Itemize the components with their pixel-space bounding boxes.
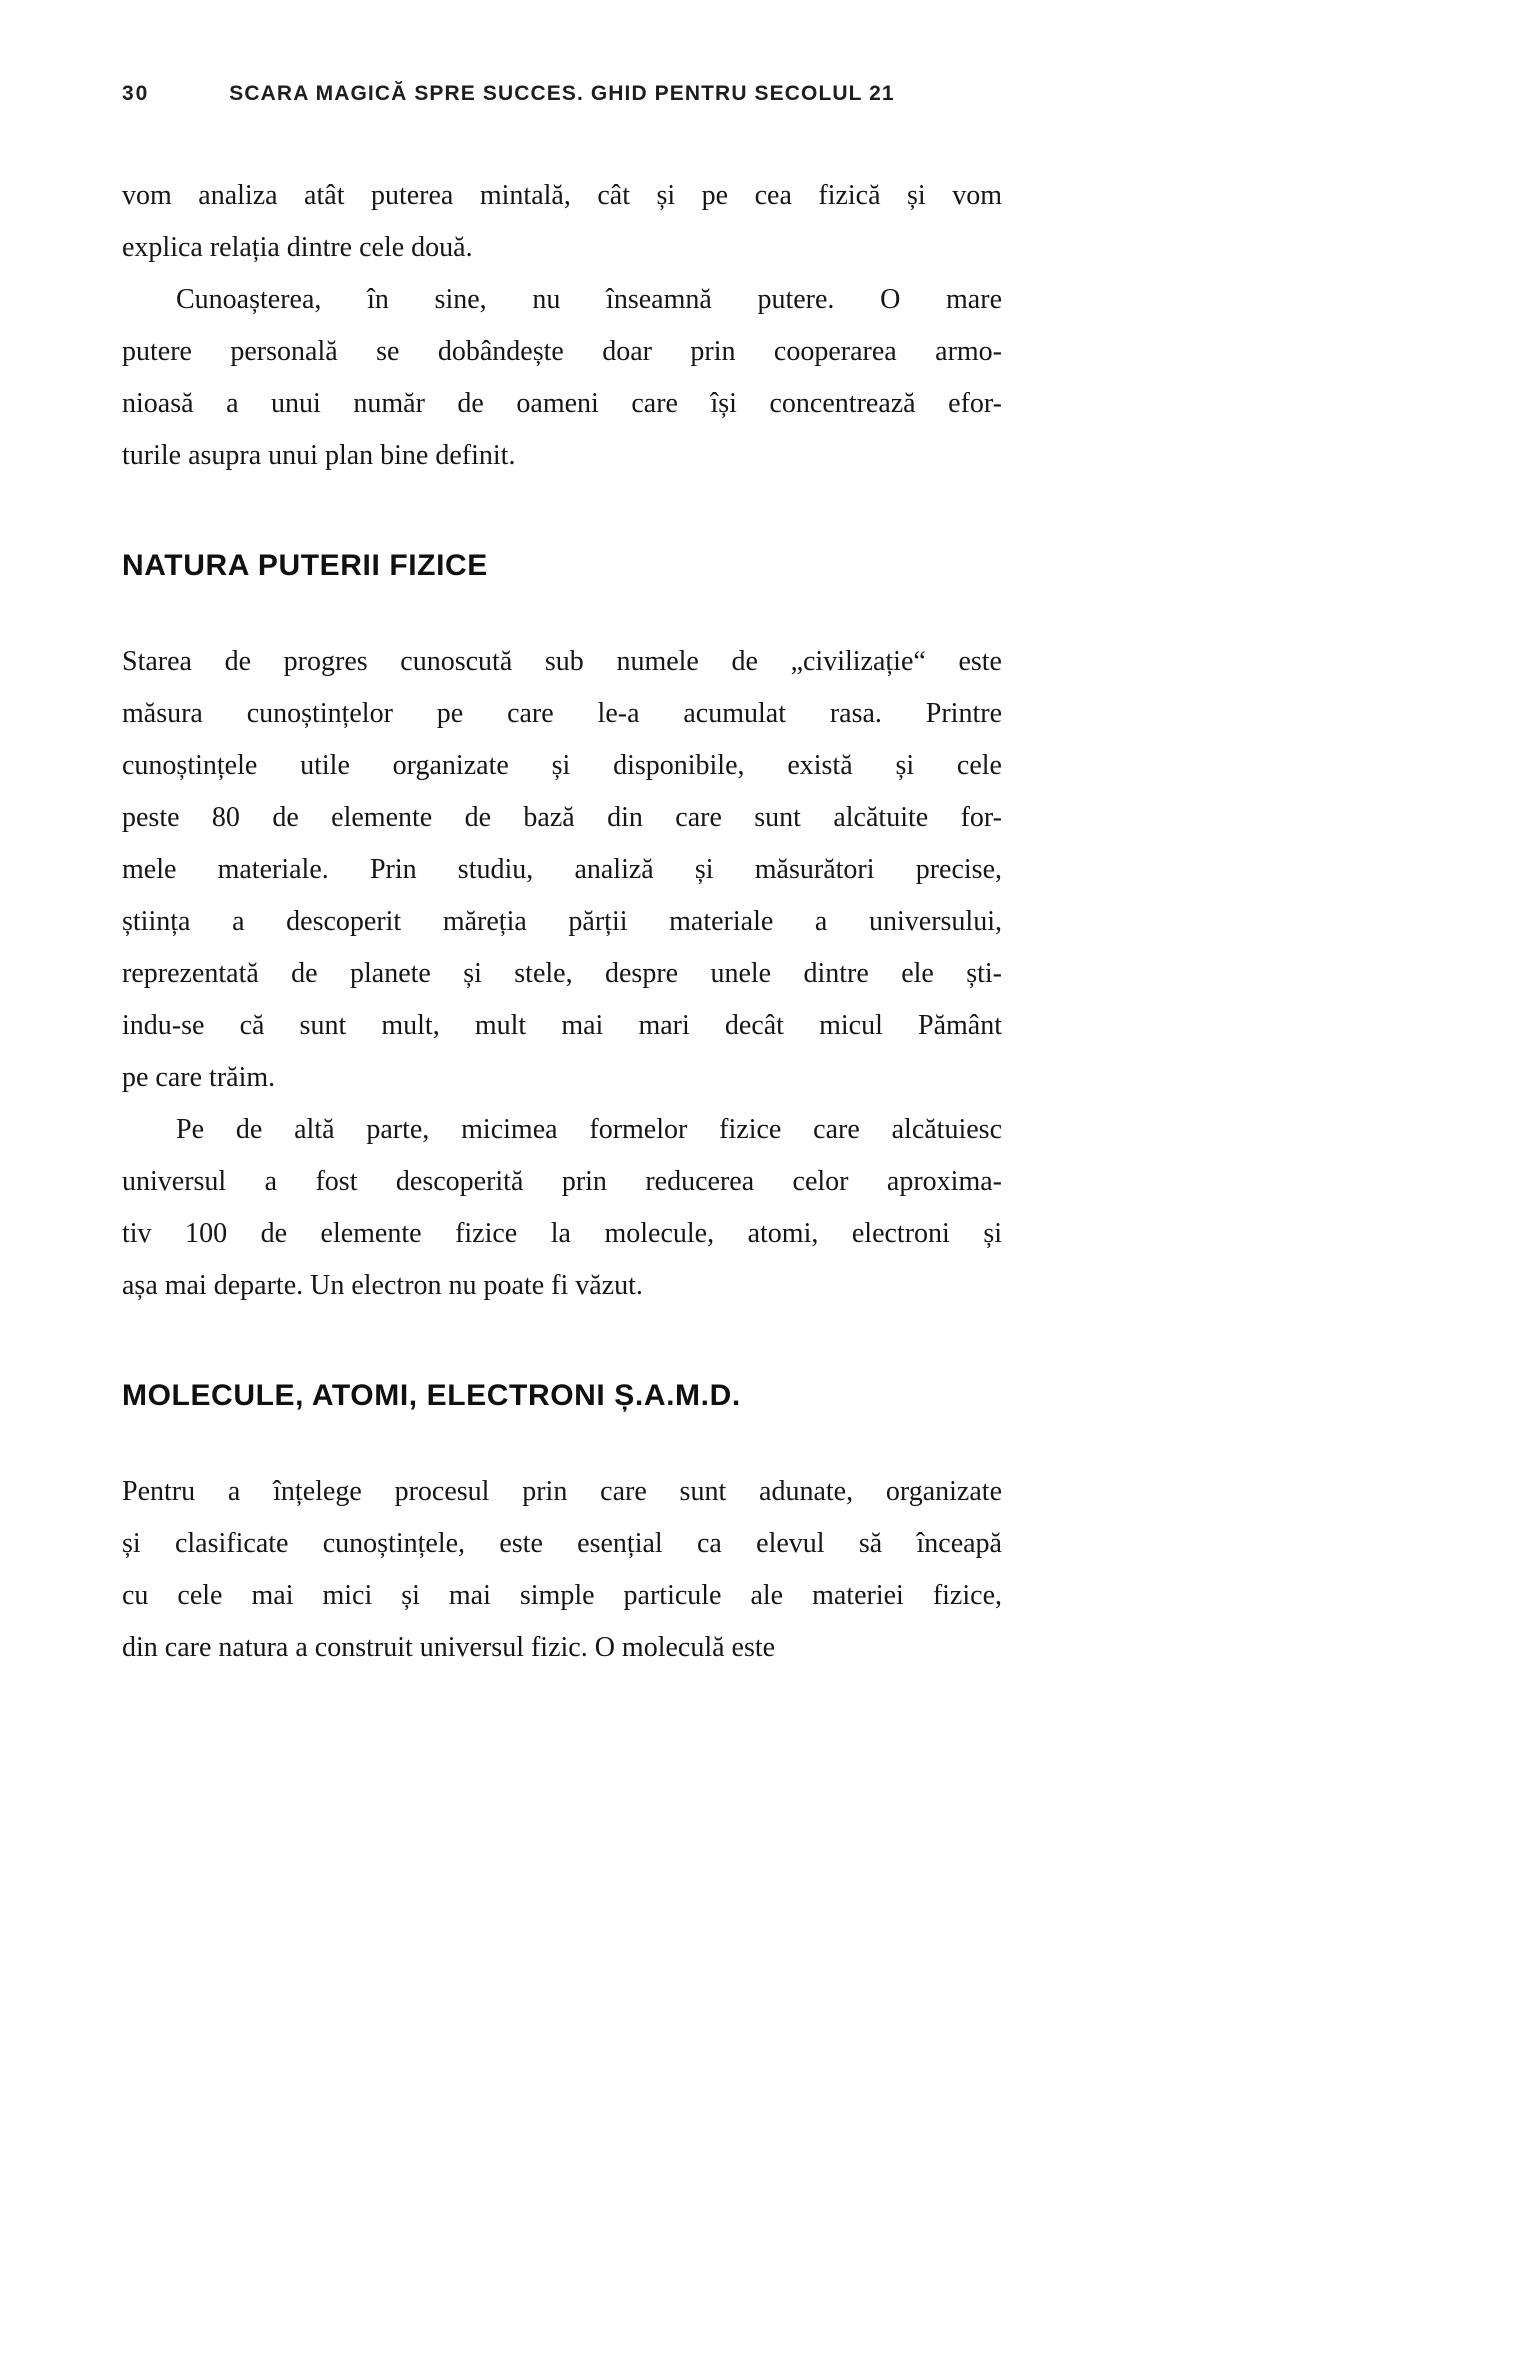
paragraph — [122, 170, 1002, 274]
running-title: SCARA MAGICĂ SPRE SUCCES. GHID PENTRU SECOLUL 21 — [229, 82, 895, 105]
text-line: știința a descoperit măreția părții materiale a universului, — [122, 906, 1002, 937]
text-line: Pentru a înțelege procesul prin care sunt adunate, organizate — [122, 1476, 1002, 1507]
text-line: Cunoașterea, în sine, nu înseamnă putere. O mare — [176, 284, 1002, 315]
text-line: vom analiza atât puterea mintală, cât și pe cea fizică și vom — [122, 180, 1002, 211]
text-line: indu-se că sunt mult, mult mai mari decât micul Pământ — [122, 1010, 1002, 1041]
text-line: pe care trăim. — [122, 1062, 276, 1093]
text-line: universul a fost descoperită prin reducerea celor aproxima- — [122, 1166, 1002, 1197]
text-line: putere personală se dobândește doar prin cooperarea armo- — [122, 336, 1002, 367]
text-line: cunoștințele utile organizate și disponibile, există și cele — [122, 750, 1002, 781]
text-line: turile asupra unui plan bine definit. — [122, 440, 516, 471]
page-body — [122, 170, 1002, 1674]
text-line: din care natura a construit universul fizic. O moleculă este — [122, 1632, 776, 1663]
text-line: peste 80 de elemente de bază din care sunt alcătuite for- — [122, 802, 1002, 833]
text-line: Pe de altă parte, micimea formelor fizice care alcătuiesc — [176, 1114, 1002, 1145]
paragraph — [122, 274, 1002, 482]
paragraph — [122, 636, 1002, 1104]
text-line: mele materiale. Prin studiu, analiză și măsurători precise, — [122, 854, 1002, 885]
text-line: Starea de progres cunoscută sub numele de „civilizație“ este — [122, 646, 1002, 677]
text-line: explica relația dintre cele două. — [122, 232, 473, 263]
paragraph — [122, 1104, 1002, 1312]
text-line: nioasă a unui număr de oameni care își concentrează efor- — [122, 388, 1002, 419]
text-line: cu cele mai mici și mai simple particule ale materiei fizice, — [122, 1580, 1002, 1611]
page-number: 30 — [122, 82, 150, 105]
text-line: reprezentată de planete și stele, despre unele dintre ele ști- — [122, 958, 1002, 989]
text-line: și clasificate cunoștințele, este esențial ca elevul să înceapă — [122, 1528, 1002, 1559]
section-heading: NATURA PUTERII FIZICE — [122, 549, 488, 582]
text-line: tiv 100 de elemente fizice la molecule, atomi, electroni și — [122, 1218, 1002, 1249]
page-header — [122, 82, 1002, 114]
section-heading: MOLECULE, ATOMI, ELECTRONI Ș.A.M.D. — [122, 1379, 741, 1412]
text-line: măsura cunoștințelor pe care le-a acumulat rasa. Printre — [122, 698, 1002, 729]
paragraph — [122, 1466, 1002, 1674]
text-line: așa mai departe. Un electron nu poate fi văzut. — [122, 1270, 643, 1301]
